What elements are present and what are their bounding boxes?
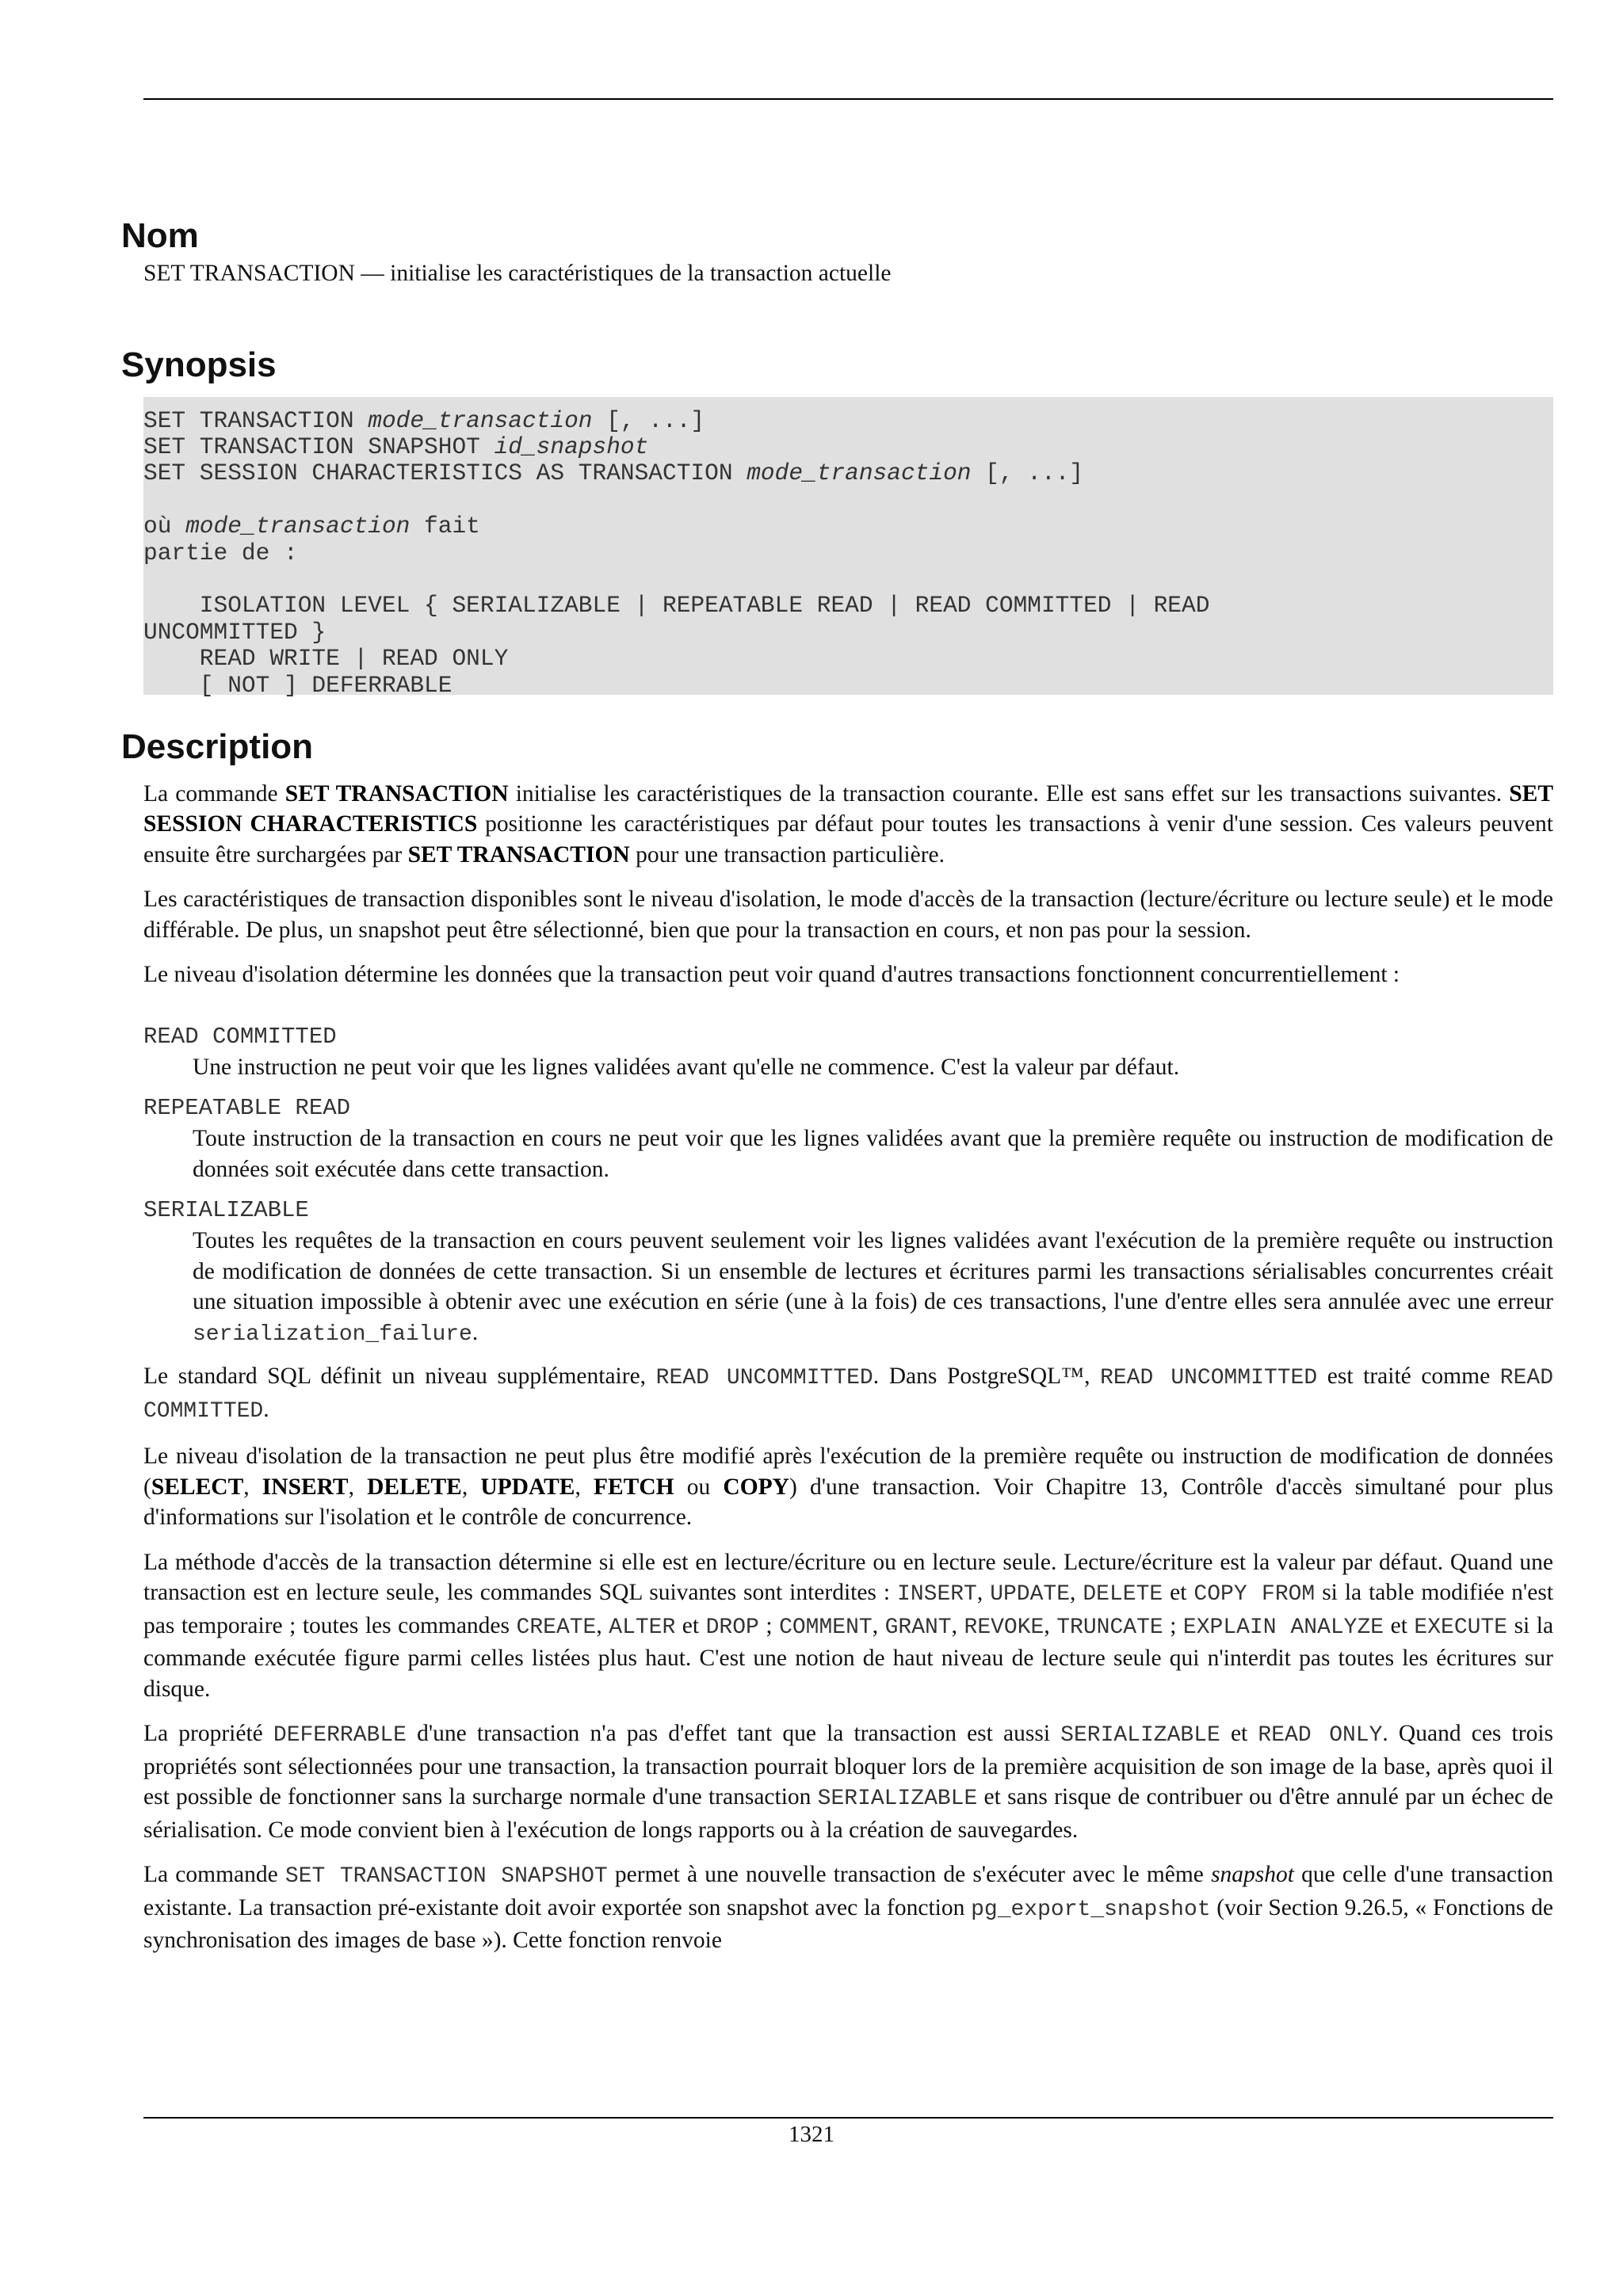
description-paragraph-4: Le standard SQL définit un niveau supplémentaire, READ UNCOMMITTED. Dans PostgreSQL™, READ UNCOMMITTED est traité comme READ COMMITTED. bbox=[143, 1363, 1553, 1424]
nom-heading: Nom bbox=[121, 216, 199, 255]
term-serializable: SERIALIZABLE bbox=[143, 1197, 309, 1223]
footer-rule bbox=[143, 2117, 1553, 2119]
description-paragraph-2: Les caractéristiques de transaction disponibles sont le niveau d'isolation, le mode d'accès de la transaction (lecture/écriture ou lecture seule) et le mode différable. De plus, un snapshot peut être sélectionné, bien que pour la transaction en cours, et non pas pour la session. bbox=[143, 887, 1553, 943]
definition-read-committed: Une instruction ne peut voir que les lignes validées avant qu'elle ne commence. C'est la valeur par défaut. bbox=[193, 1054, 1180, 1080]
description-paragraph-6: La méthode d'accès de la transaction détermine si elle est en lecture/écriture ou en lecture seule. Lecture/écriture est la valeur par défaut. Quand une transaction est en lecture seule, les commandes SQL suivantes sont interdites : INSERT, UPDATE, DELETE et COPY FROM si la table modifiée n'est pas temporaire ; toutes les commandes CREATE, ALTER et DROP ; COMMENT, GRANT, REVOKE, TRUNCATE ; EXPLAIN ANALYZE et EXECUTE si la commande exécutée figure parmi celles listées plus haut. C'est une notion de haut niveau de lecture seule qui n'interdit pas toutes les écritures sur disque. bbox=[143, 1549, 1554, 1702]
description-paragraph-1: La commande SET TRANSACTION initialise les caractéristiques de la transaction courante. Elle est sans effet sur les transactions suivantes. SET SESSION CHARACTERISTICS positionne les caractéristiques par défaut pour toutes les transactions à venir d'une session. Ces valeurs peuvent ensuite être surchargées par SET TRANSACTION pour une transaction particulière. bbox=[143, 780, 1554, 868]
synopsis-placeholder: mode_transaction bbox=[368, 406, 593, 434]
synopsis-heading: Synopsis bbox=[121, 345, 277, 384]
synopsis-line: ISOLATION LEVEL { SERIALIZABLE | REPEATABLE READ | READ COMMITTED | READ bbox=[143, 592, 1210, 620]
term-read-committed: READ COMMITTED bbox=[143, 1023, 337, 1050]
description-paragraph-8: La commande SET TRANSACTION SNAPSHOT permet à une nouvelle transaction de s'exécuter avec le même snapshot que celle d'une transaction existante. La transaction pré-existante doit avoir exportée son snapshot avec la fonction pg_export_snapshot (voir Section 9.26.5, « Fonctions de synchronisation des images de base »). Cette fonction renvoie bbox=[143, 1862, 1554, 1953]
synopsis-placeholder: mode_transaction bbox=[185, 513, 411, 540]
synopsis-line: READ WRITE | READ ONLY bbox=[143, 645, 509, 673]
description-paragraph-7: La propriété DEFERRABLE d'une transaction n'a pas d'effet tant que la transaction est aussi SERIALIZABLE et READ ONLY. Quand ces trois propriétés sont sélectionnées pour une transaction, la transaction pourrait bloquer lors de la première acquisition de son image de la base, après quoi il est possible de fonctionner sans la surcharge normale d'une transaction SERIALIZABLE et sans risque de contribuer ou d'être annulé par un échec de sérialisation. Ce mode convient bien à l'exécution de longs rapports ou à la création de sauvegardes. bbox=[143, 1721, 1553, 1843]
synopsis-line: SET SESSION CHARACTERISTICS AS TRANSACTION mode_transaction [, ...] bbox=[143, 460, 1084, 487]
isolation-level-list bbox=[121, 1022, 1553, 1351]
synopsis-line: UNCOMMITTED } bbox=[143, 618, 327, 646]
definition-repeatable-read: Toute instruction de la transaction en cours ne peut voir que les lignes validées avant que la première requête ou instruction de modification de données soit exécutée dans cette transaction. bbox=[193, 1126, 1553, 1182]
description-heading: Description bbox=[121, 727, 314, 766]
page-content bbox=[121, 215, 1553, 1970]
synopsis-placeholder: id_snapshot bbox=[494, 433, 649, 460]
description-paragraph-5: Le niveau d'isolation de la transaction ne peut plus être modifié après l'exécution de la première requête ou instruction de modification de données (SELECT, INSERT, DELETE, UPDATE, FETCH ou COPY) d'une transaction. Voir Chapitre 13, Contrôle d'accès simultané pour plus d'informations sur l'isolation et le contrôle de concurrence. bbox=[143, 1444, 1554, 1530]
header-rule bbox=[143, 98, 1553, 100]
description-paragraph-3: Le niveau d'isolation détermine les données que la transaction peut voir quand d'autres transactions fonctionnent concurrentiellement : bbox=[143, 962, 1400, 987]
synopsis-placeholder: mode_transaction bbox=[747, 460, 972, 487]
synopsis-line: où mode_transaction fait bbox=[143, 513, 480, 540]
nom-text: SET TRANSACTION — initialise les caractéristiques de la transaction actuelle bbox=[143, 261, 892, 286]
definition-serializable: Toutes les requêtes de la transaction en cours peuvent seulement voir les lignes validées avant l'exécution de la première requête ou instruction de modification de données de cette transaction. Si un ensemble de lectures et écritures parmi les transactions sérialisables concurrentes créait une situation impossible à obtenir avec une exécution en série (une à la fois) de ces transactions, l'une d'entre elles sera annulée avec une erreur serialization_failure. bbox=[193, 1228, 1553, 1347]
term-repeatable-read: REPEATABLE READ bbox=[143, 1095, 351, 1121]
synopsis-line: partie de : bbox=[143, 539, 298, 566]
synopsis-line: SET TRANSACTION SNAPSHOT id_snapshot bbox=[143, 433, 649, 460]
page-number: 1321 bbox=[789, 2122, 834, 2147]
synopsis-line: SET TRANSACTION mode_transaction [, ...] bbox=[143, 406, 705, 434]
synopsis-code bbox=[143, 408, 1553, 699]
description-body bbox=[121, 779, 1553, 1956]
synopsis-line: [ NOT ] DEFERRABLE bbox=[143, 671, 453, 699]
synopsis-code-block bbox=[143, 397, 1553, 699]
